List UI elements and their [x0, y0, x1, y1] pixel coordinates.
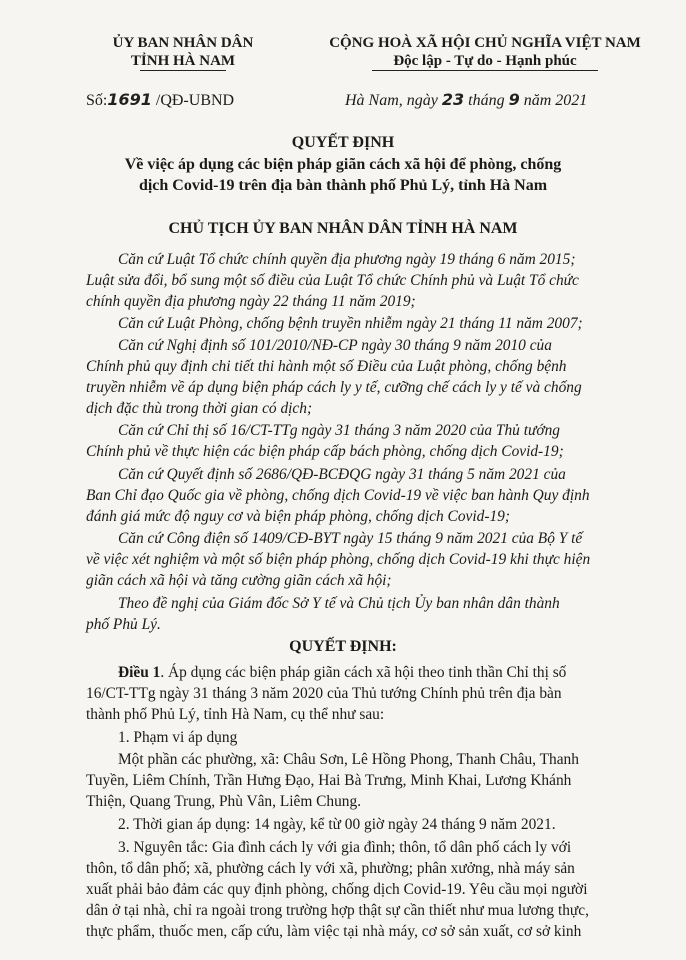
article-label: Điều 1 [118, 664, 161, 681]
basis-line: chính quyền địa phương ngày 22 tháng 11 năm 2019; [86, 293, 416, 310]
agency-name-line1: ỦY BAN NHÂN DÂN [112, 35, 254, 51]
article-1-line [118, 662, 566, 683]
basis-line: Chính phủ quy định chi tiết thi hành một số Điều của Luật phòng, chống bệnh [86, 358, 567, 375]
basis-line: Căn cứ Luật Phòng, chống bệnh truyền nhiễm ngày 21 tháng 11 năm 2007; [118, 315, 583, 332]
basis-line: Căn cứ Công điện số 1409/CĐ-BYT ngày 15 tháng 9 năm 2021 của Bộ Y tế [118, 530, 583, 547]
document-number [86, 90, 234, 110]
basis-line: đánh giá mức độ nguy cơ và biện pháp phòng, chống dịch Covid-19; [86, 508, 510, 525]
article-line: thôn, tổ dân phố; xã, phường cách ly với xã, phường; phân xưởng, nhà máy sản [86, 860, 575, 877]
article-line: xuất phải bảo đảm các quy định phòng, chống dịch Covid-19. Yêu cầu mọi người [86, 881, 588, 898]
date-month-handwritten: 9 [508, 90, 520, 109]
decision-subject-line1: Về việc áp dụng các biện pháp giãn cách xã hội để phòng, chống [124, 156, 562, 173]
article-line: 16/CT-TTg ngày 31 tháng 3 năm 2020 của Thủ tướng Chính phủ trên địa bàn [86, 685, 562, 702]
decision-title: QUYẾT ĐỊNH [291, 134, 395, 151]
motto-underline [372, 70, 598, 71]
article-line: Một phần các phường, xã: Châu Sơn, Lê Hồng Phong, Thanh Châu, Thanh [118, 751, 579, 768]
date-day-handwritten: 23 [441, 90, 465, 109]
basis-line: phố Phủ Lý. [86, 616, 161, 633]
national-title: CỘNG HOÀ XÃ HỘI CHỦ NGHĨA VIỆT NAM [329, 35, 641, 51]
number-suffix: /QĐ-UBND [151, 92, 235, 109]
agency-underline [140, 70, 226, 71]
basis-line: giãn cách xã hội và tăng cường giãn cách xã hội; [86, 572, 392, 589]
article-line: dân ở tại nhà, chỉ ra ngoài trong trường hợp thật sự cần thiết như mua lương thực, [86, 902, 589, 919]
basis-line: Căn cứ Quyết định số 2686/QĐ-BCĐQG ngày 31 tháng 5 năm 2021 của [118, 466, 566, 483]
article-line: 1. Phạm vi áp dụng [118, 729, 238, 746]
date-prefix: Hà Nam, ngày [345, 92, 442, 109]
article-1-text: . Áp dụng các biện pháp giãn cách xã hội theo tinh thần Chỉ thị số [160, 664, 567, 681]
decision-heading: QUYẾT ĐỊNH: [289, 638, 397, 655]
article-line: 2. Thời gian áp dụng: 14 ngày, kể từ 00 giờ ngày 24 tháng 9 năm 2021. [118, 816, 556, 833]
basis-line: dịch đặc thù trong thời gian có dịch; [86, 400, 313, 417]
article-line: 3. Nguyên tắc: Gia đình cách ly với gia đình; thôn, tổ dân phố cách ly với [118, 839, 572, 856]
national-motto: Độc lập - Tự do - Hạnh phúc [393, 53, 577, 69]
article-line: Tuyền, Liêm Chính, Trần Hưng Đạo, Hai Bà Trưng, Minh Khai, Lương Khánh [86, 772, 572, 789]
issuing-authority: CHỦ TỊCH ỦY BAN NHÂN DÂN TỈNH HÀ NAM [168, 220, 518, 237]
article-line: thành phố Phủ Lý, tỉnh Hà Nam, cụ thể như sau: [86, 706, 385, 723]
date-suffix: năm 2021 [519, 92, 588, 109]
date-mid: tháng [464, 92, 509, 109]
basis-line: Theo đề nghị của Giám đốc Sở Y tế và Chủ tịch Ủy ban nhân dân thành [118, 595, 560, 612]
basis-line: Căn cứ Nghị định số 101/2010/NĐ-CP ngày 30 tháng 9 năm 2010 của [118, 337, 552, 354]
agency-name-line2: TỈNH HÀ NAM [130, 53, 236, 69]
number-prefix: Số: [86, 92, 108, 109]
basis-line: Luật sửa đổi, bổ sung một số điều của Luật Tổ chức Chính phủ và Luật Tổ chức [86, 272, 579, 289]
number-handwritten: 1691 [107, 90, 152, 109]
basis-line: Ban Chỉ đạo Quốc gia về phòng, chống dịch Covid-19 về việc ban hành Quy định [86, 487, 590, 504]
decision-subject-line2: dịch Covid-19 trên địa bàn thành phố Phủ Lý, tỉnh Hà Nam [138, 177, 548, 194]
basis-line: truyền nhiễm về áp dụng biện pháp cách ly y tế, cưỡng chế cách ly y tế và chống [86, 379, 582, 396]
basis-line: Căn cứ Luật Tổ chức chính quyền địa phương ngày 19 tháng 6 năm 2015; [118, 251, 576, 268]
basis-line: Căn cứ Chỉ thị số 16/CT-TTg ngày 31 tháng 3 năm 2020 của Thủ tướng [118, 422, 560, 439]
article-line: Thiện, Quang Trung, Phù Vân, Liêm Chung. [86, 793, 362, 810]
basis-line: Chính phủ về thực hiện các biện pháp cấp bách phòng, chống dịch Covid-19; [86, 443, 564, 460]
article-line: thực phẩm, thuốc men, cấp cứu, làm việc tại nhà máy, cơ sở sản xuất, cơ sở kinh [86, 923, 582, 940]
basis-line: về việc xét nghiệm và một số biện pháp phòng, chống dịch Covid-19 khi thực hiện [86, 551, 591, 568]
document-date [345, 90, 587, 110]
